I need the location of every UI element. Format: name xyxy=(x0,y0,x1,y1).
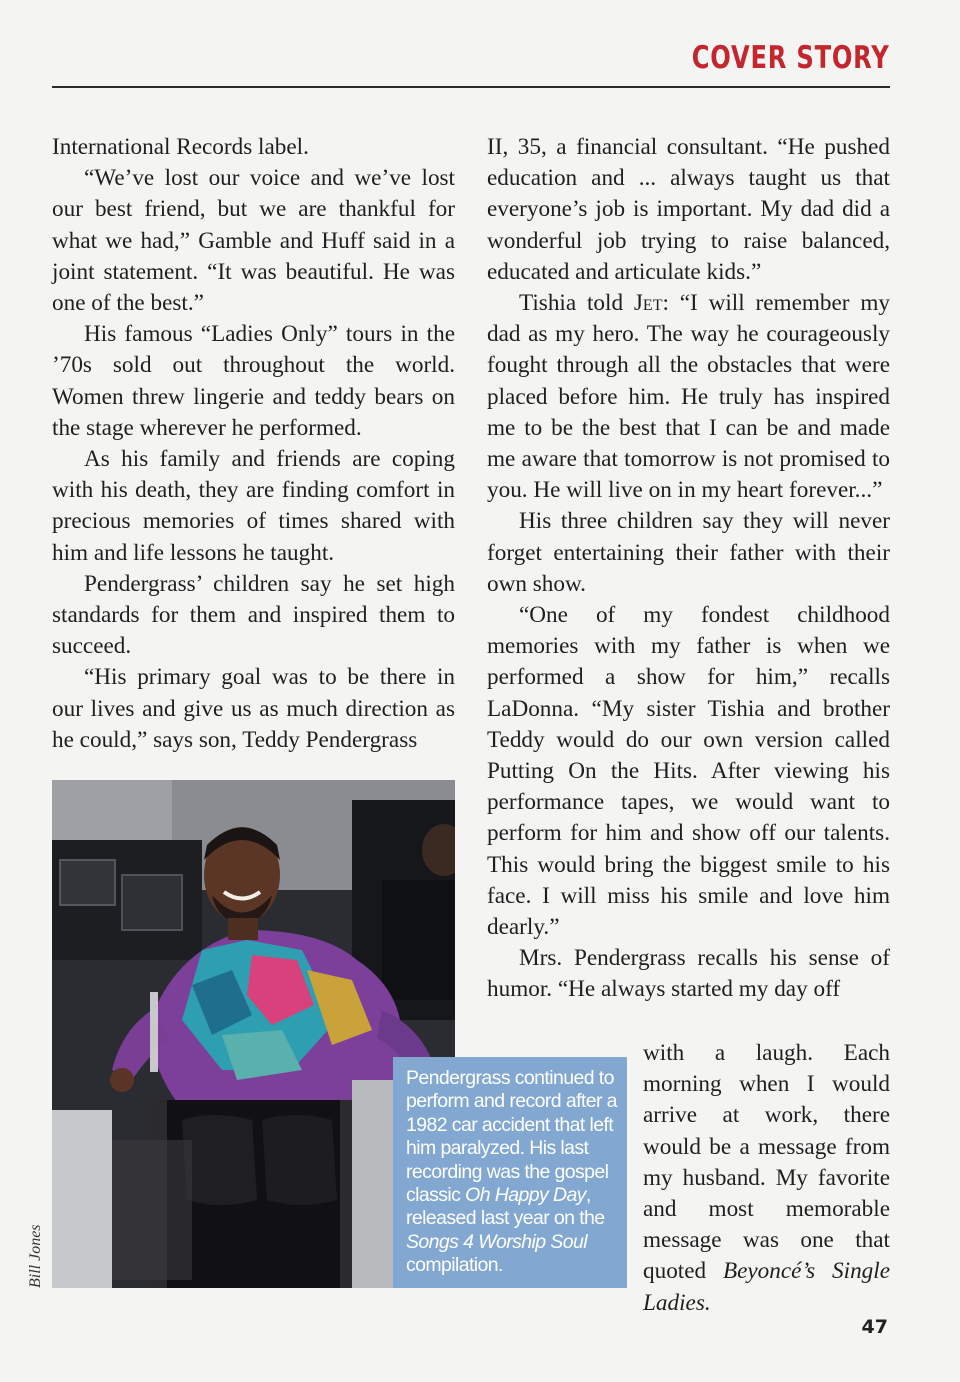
paragraph: “His primary goal was to be there in our lives and give us as much direction as he could,” says son, Teddy Pendergrass xyxy=(52,664,455,753)
caption-song-title: Oh Happy Day xyxy=(465,1184,586,1207)
page-number: 47 xyxy=(861,1316,888,1338)
paragraph xyxy=(643,1038,890,1319)
caption-text: , released last year on the xyxy=(406,1184,605,1230)
paragraph: “We’ve lost our voice and we’ve lost our best friend, but we are thankful for what we had,” Gamble and Huff said in a joint statement. “It was beautiful. He was one of the best.” xyxy=(52,165,455,317)
song-title: Beyoncé’s Single Ladies. xyxy=(643,1258,890,1316)
paragraph: Mrs. Pendergrass recalls his sense of humor. “He always started my day off xyxy=(487,945,890,1003)
header-rule xyxy=(52,86,890,88)
photo-caption xyxy=(393,1057,627,1288)
section-label: COVER STORY xyxy=(692,40,890,76)
paragraph: His famous “Ladies Only” tours in the ’70s sold out throughout the world. Women threw lingerie and teddy bears on the stage wherever he performed. xyxy=(52,321,455,441)
right-column xyxy=(487,132,890,1006)
left-column xyxy=(52,132,455,756)
caption-text: Pendergrass continued to perform and record after a 1982 car accident that left him paralyzed. His last recording was the gospel classic xyxy=(406,1067,617,1207)
paragraph: II, 35, a financial consultant. “He pushed education and ... always taught us that everyone’s job is important. My dad did a wonderful job trying to raise balanced, educated and articulate kids.” xyxy=(487,134,890,285)
paragraph: Pendergrass’ children say he set high standards for them and inspired them to succeed. xyxy=(52,570,455,660)
paragraph: His three children say they will never forget entertaining their father with their own show. xyxy=(487,508,890,597)
text-run: : “I will remember my dad as my hero. The way he courageously fought through all the obstacles that were placed before him. He truly has inspired me to be the best that I can be and made me aware that tomorrow is not promised to you. He will live on in my heart forever...” xyxy=(487,290,890,504)
text-run: Tishia told xyxy=(519,290,634,317)
paragraph xyxy=(487,288,890,506)
caption-text: compilation. xyxy=(406,1254,503,1277)
text-run: with a laugh. Each morning when I would arrive at work, there would be a message from my husband. My favorite and most memorable message was one that quoted xyxy=(643,1040,890,1285)
magazine-name: Jet xyxy=(633,290,663,317)
caption-album-title: Songs 4 Worship Soul xyxy=(406,1230,587,1253)
paragraph: International Records label. xyxy=(52,134,309,160)
paragraph: “One of my fondest childhood memories with my father is when we performed a show for him,” recalls LaDonna. “My sister Tishia and brother Teddy would do our own version called Putting On the Hits. After viewing his performance tapes, we would want to perform for him and show off our talents. This would bring the biggest smile to his face. I will miss his smile and love him dearly.” xyxy=(487,602,890,941)
photo-credit: Bill Jones xyxy=(27,1224,44,1288)
narrow-column xyxy=(643,1038,890,1319)
paragraph: As his family and friends are coping with his death, they are finding comfort in precious memories of times shared with him and life lessons he taught. xyxy=(52,446,455,566)
